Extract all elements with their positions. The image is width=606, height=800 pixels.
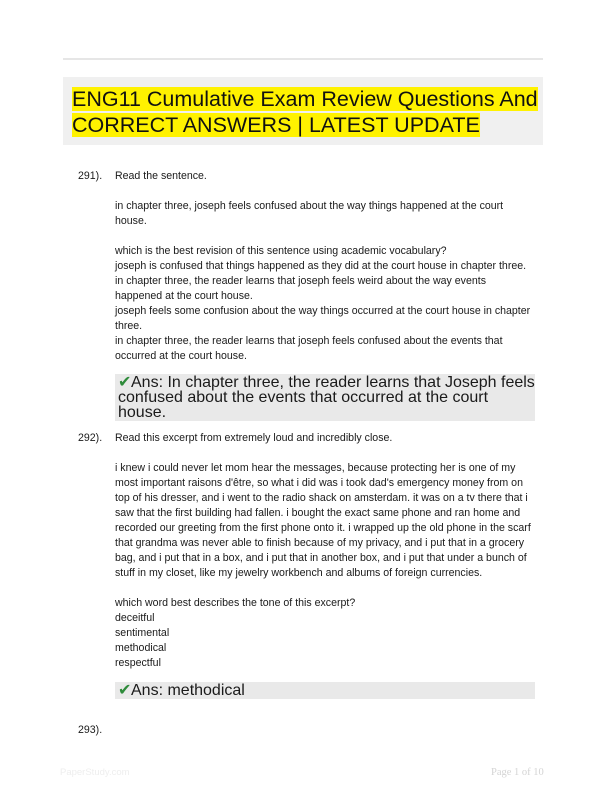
title-line-1: ENG11 Cumulative Exam Review Questions And <box>72 87 538 111</box>
question-body <box>115 169 535 364</box>
option-item: in chapter three, the reader learns that joseph feels confused about the events that occurred at the court house. <box>115 335 503 362</box>
question-passage: i knew i could never let mom hear the messages, because protecting her is one of my most important raisons d'être, so what i did was i took dad's emergency money from on top of his dresser, and i went to the radio shack on amsterdam. it was on a tv there that i saw that the first building had fallen. i bought the exact same phone and ran home and recorded our greeting from the first phone onto it. i wrapped up the old phone in the scarf that grandma was never able to finish because of my privacy, and i put that in a grocery bag, and i put that in a box, and i put that in another box, and i put that under a bunch of stuff in my closet, like my jewelry workbench and albums of foreign currencies. <box>115 462 531 579</box>
question-number: 292). <box>78 432 103 444</box>
question-text: which word best describes the tone of this excerpt? <box>115 597 356 609</box>
option-item: joseph feels some confusion about the way things occurred at the court house in chapter three. <box>115 305 531 332</box>
question-passage: in chapter three, joseph feels confused about the way things happened at the court house. <box>115 200 504 227</box>
answer-box <box>115 682 535 699</box>
question-text: which is the best revision of this sentence using academic vocabulary? <box>115 245 447 257</box>
option-item: sentimental <box>115 627 170 639</box>
option-item: in chapter three, the reader learns that joseph feels weird about the way events happened at the court house. <box>115 275 487 302</box>
title-banner <box>63 77 543 145</box>
option-item: joseph is confused that things happened as they did at the court house in chapter three. <box>115 260 527 272</box>
option-item: respectful <box>115 657 161 669</box>
question-options <box>115 244 535 364</box>
question-options <box>115 596 535 671</box>
checkmark-icon: ✔ <box>118 374 132 391</box>
option-item: deceitful <box>115 612 155 624</box>
page-indicator: Page 1 of 10 <box>491 767 544 778</box>
checkmark-icon: ✔ <box>118 682 132 699</box>
top-divider <box>63 58 543 60</box>
question-number: 291). <box>78 170 103 182</box>
document-title <box>72 86 538 138</box>
question-prompt: Read this excerpt from extremely loud and incredibly close. <box>115 432 393 444</box>
answer-box <box>115 374 535 421</box>
question-body <box>115 431 535 671</box>
option-item: methodical <box>115 642 167 654</box>
answer-text: Ans: methodical <box>131 682 245 699</box>
footer-watermark: PaperStudy.com <box>60 767 130 778</box>
answer-text: Ans: In chapter three, the reader learns that Joseph feels confused about the events that occurred at the court house. <box>118 374 535 421</box>
title-line-2: CORRECT ANSWERS | LATEST UPDATE <box>72 113 480 137</box>
question-prompt: Read the sentence. <box>115 170 207 182</box>
question-number: 293). <box>78 724 103 736</box>
